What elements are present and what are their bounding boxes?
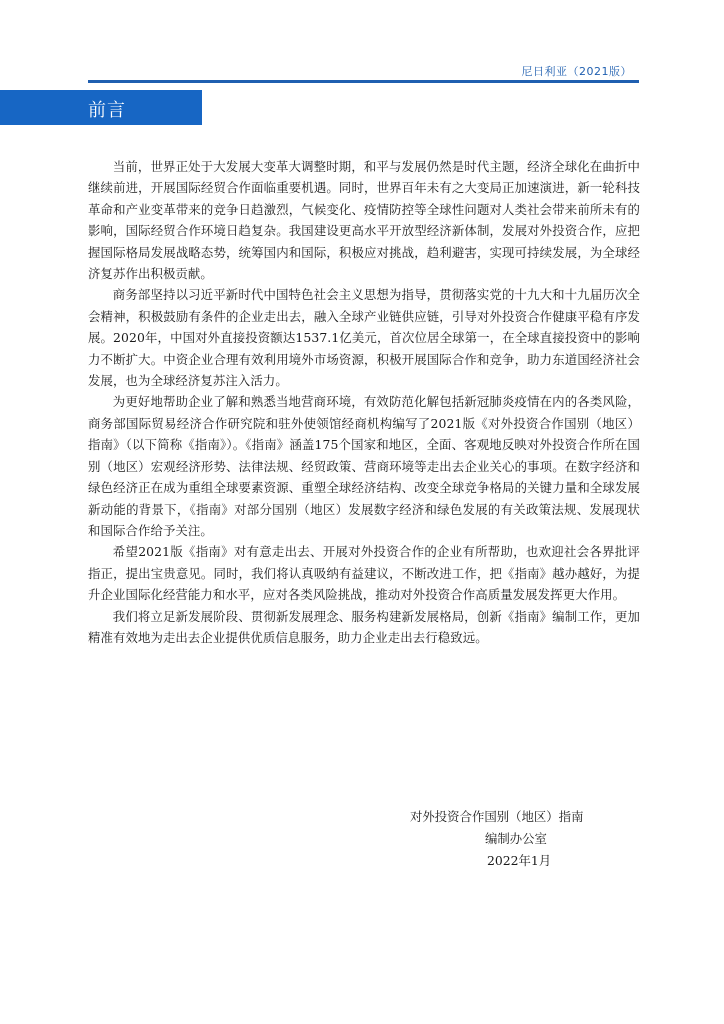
paragraph-2: 商务部坚持以习近平新时代中国特色社会主义思想为指导，贯彻落实党的十九大和十九届历次全会精神，积极鼓励有条件的企业走出去，融入全球产业链供应链，引导对外投资合作健康平稳有序发展。2020年，中国对外直接投资额达1537.1亿美元，首次位居全球第一，在全球直接投资中的影响力不断扩大。中资企业合理有效利用境外市场资源，积极开展国际合作和竞争，助力东道国经济社会发展，也为全球经济复苏注入活力。: [88, 287, 640, 389]
paragraph-4: 希望2021版《指南》对有意走出去、开展对外投资合作的企业有所帮助，也欢迎社会各界批评指正，提出宝贵意见。同时，我们将认真吸纳有益建议，不断改进工作，把《指南》越办越好，为提升企业国际化经营能力和水平，应对各类风险挑战，推动对外投资合作高质量发展发挥更大作用。: [88, 544, 640, 603]
signature-office: 编制办公室: [485, 831, 547, 846]
signature-block: [400, 806, 632, 872]
paragraph-3: 为更好地帮助企业了解和熟悉当地营商环境，有效防范化解包括新冠肺炎疫情在内的各类风险，商务部国际贸易经济合作研究院和驻外使领馆经商机构编写了2021版《对外投资合作国别（地区）指南》（以下简称《指南》）。《指南》涵盖175个国家和地区，全面、客观地反映对外投资合作所在国别（地区）宏观经济形势、法律法规、经贸政策、营商环境等走出去企业关心的事项。在数字经济和绿色经济正在成为重组全球要素资源、重塑全球经济结构、改变全球竞争格局的关键力量和全球发展新动能的背景下，《指南》对部分国别（地区）发展数字经济和绿色发展的有关政策法规、发展现状和国际合作给予关注。: [88, 394, 640, 538]
signature-organization: 对外投资合作国别（地区）指南: [410, 809, 584, 824]
paragraph-1: 当前，世界正处于大发展大变革大调整时期，和平与发展仍然是时代主题，经济全球化在曲折中继续前进，开展国际经贸合作面临重要机遇。同时，世界百年未有之大变局正加速演进，新一轮科技革命和产业变革带来的竞争日趋激烈，气候变化、疫情防控等全球性问题对人类社会带来前所未有的影响，国际经贸合作环境日趋复杂。我国建设更高水平开放型经济新体制，发展对外投资合作，应把握国际格局发展战略态势，统筹国内和国际，积极应对挑战，趋利避害，实现可持续发展，为全球经济复苏作出积极贡献。: [88, 159, 640, 282]
document-header-label: 尼日利亚（2021版）: [521, 65, 632, 78]
paragraph-5: 我们将立足新发展阶段、贯彻新发展理念、服务构建新发展格局，创新《指南》编制工作，更加精准有效地为走出去企业提供优质信息服务，助力企业走出去行稳致远。: [88, 608, 640, 645]
header-divider: [88, 80, 639, 83]
signature-date: 2022年1月: [487, 853, 552, 868]
preface-body: [88, 156, 640, 648]
section-title: 前言: [88, 100, 126, 121]
